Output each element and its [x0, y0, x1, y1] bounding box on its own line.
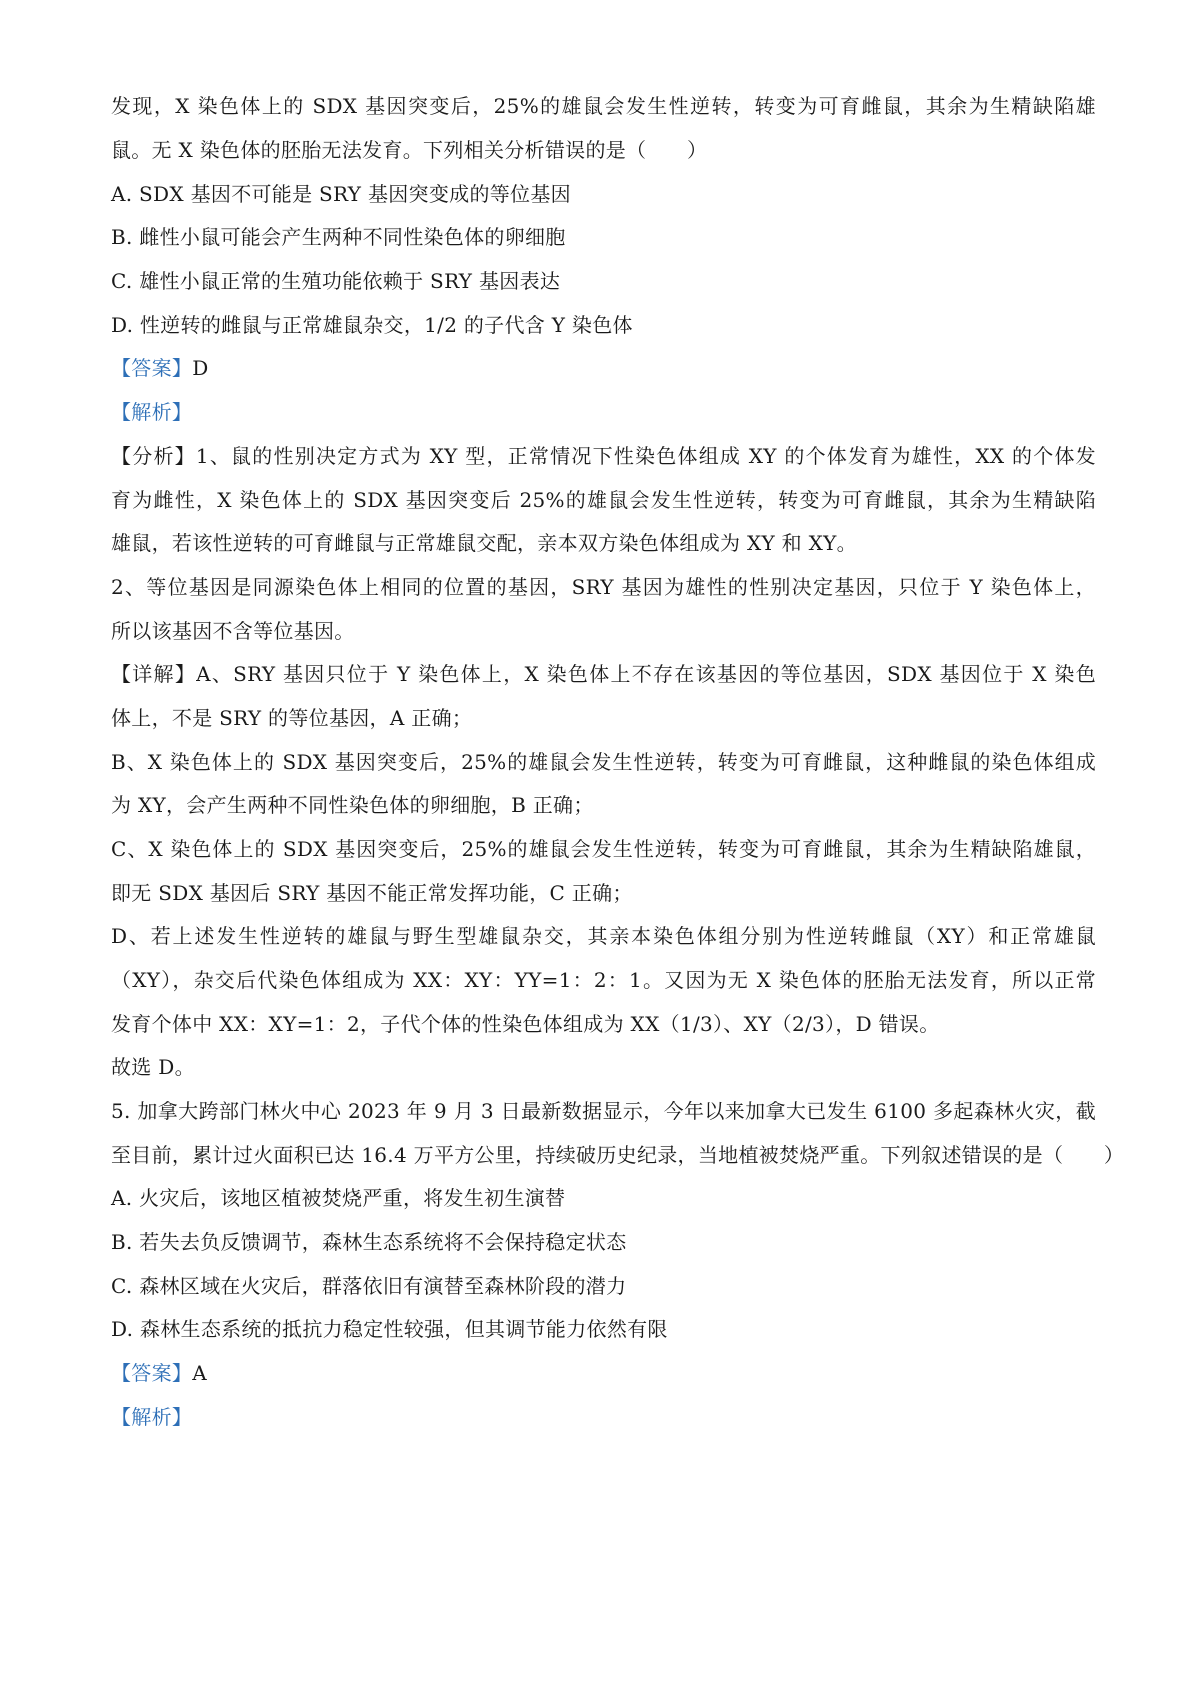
answer-value: A — [192, 1361, 207, 1385]
q4-xiangjie-line-4: 为 XY，会产生两种不同性染色体的卵细胞，B 正确； — [111, 793, 594, 817]
q4-xiangjie-line-3: B、X 染色体上的 SDX 基因突变后，25%的雄鼠会发生性逆转，转变为可育雌鼠，这种雌鼠的染色体组成 — [111, 750, 1096, 774]
q5-option-c: C. 森林区域在火灾后，群落依旧有演替至森林阶段的潜力 — [111, 1274, 627, 1298]
q5-option-d: D. 森林生态系统的抵抗力稳定性较强，但其调节能力依然有限 — [111, 1317, 668, 1341]
q4-answer — [111, 354, 1111, 382]
q4-xiangjie-line-5: C、X 染色体上的 SDX 基因突变后，25%的雄鼠会发生性逆转，转变为可育雌鼠，其余为生精缺陷雄鼠， — [111, 837, 1096, 861]
q4-xiangjie-line-2: 体上，不是 SRY 的等位基因，A 正确； — [111, 706, 473, 730]
q4-fenxi-line-2: 育为雌性，X 染色体上的 SDX 基因突变后 25%的雄鼠会发生性逆转，转变为可育雌鼠，其余为生精缺陷 — [111, 488, 1096, 512]
xiangjie-text: A、SRY 基因只位于 Y 染色体上，X 染色体上不存在该基因的等位基因，SDX 基因位于 X 染色 — [196, 662, 1097, 686]
q4-xiangjie-line-1 — [111, 660, 1096, 688]
q4-xiangjie-line-9: 发育个体中 XX：XY=1：2，子代个体的性染色体组成为 XX（1/3）、XY（2/3），D 错误。 — [111, 1012, 940, 1036]
q4-option-a: A. SDX 基因不可能是 SRY 基因突变成的等位基因 — [111, 182, 571, 206]
q4-option-d: D. 性逆转的雌鼠与正常雄鼠杂交，1/2 的子代含 Y 染色体 — [111, 313, 633, 337]
q5-stem-line-2: 至目前，累计过火面积已达 16.4 万平方公里，持续破历史纪录，当地植被焚烧严重。下列叙述错误的是（ ） — [111, 1143, 1125, 1167]
fenxi-text: 1、鼠的性别决定方式为 XY 型，正常情况下性染色体组成 XY 的个体发育为雄性，XX 的个体发 — [195, 444, 1096, 468]
answer-label: 【答案】 — [111, 356, 193, 380]
q4-analysis-heading — [111, 398, 1111, 426]
q4-fenxi-line-4: 2、等位基因是同源染色体上相同的位置的基因，SRY 基因为雄性的性别决定基因，只位于 Y 染色体上， — [111, 575, 1096, 599]
q5-analysis-heading — [111, 1403, 1111, 1431]
answer-label: 【答案】 — [111, 1361, 193, 1385]
q4-fenxi-line-3: 雄鼠，若该性逆转的可育雌鼠与正常雄鼠交配，亲本双方染色体组成为 XY 和 XY。 — [111, 531, 857, 555]
q5-stem-line-1: 5. 加拿大跨部门林火中心 2023 年 9 月 3 日最新数据显示，今年以来加拿大已发生 6100 多起森林火灾，截 — [111, 1099, 1096, 1123]
q4-xiangjie-line-7: D、若上述发生性逆转的雄鼠与野生型雄鼠杂交，其亲本染色体组分别为性逆转雌鼠（XY）和正常雄鼠 — [111, 924, 1096, 948]
answer-value: D — [192, 356, 209, 380]
q4-xiangjie-line-10: 故选 D。 — [111, 1055, 195, 1079]
q5-answer — [111, 1359, 1111, 1387]
fenxi-label: 【分析】 — [111, 444, 196, 468]
analysis-label: 【解析】 — [111, 400, 193, 424]
q4-option-b: B. 雌性小鼠可能会产生两种不同性染色体的卵细胞 — [111, 225, 566, 249]
q5-option-b: B. 若失去负反馈调节，森林生态系统将不会保持稳定状态 — [111, 1230, 627, 1254]
q5-option-a: A. 火灾后，该地区植被焚烧严重，将发生初生演替 — [111, 1186, 566, 1210]
q4-xiangjie-line-8: （XY），杂交后代染色体组成为 XX：XY：YY=1：2：1。又因为无 X 染色体的胚胎无法发育，所以正常 — [111, 968, 1096, 992]
q4-option-c: C. 雄性小鼠正常的生殖功能依赖于 SRY 基因表达 — [111, 269, 561, 293]
q4-xiangjie-line-6: 即无 SDX 基因后 SRY 基因不能正常发挥功能，C 正确； — [111, 881, 633, 905]
q4-stem-line-1: 发现，X 染色体上的 SDX 基因突变后，25%的雄鼠会发生性逆转，转变为可育雌鼠，其余为生精缺陷雄 — [111, 94, 1096, 118]
q4-fenxi-line-5: 所以该基因不含等位基因。 — [111, 619, 355, 643]
analysis-label: 【解析】 — [111, 1405, 193, 1429]
q4-stem-line-2: 鼠。无 X 染色体的胚胎无法发育。下列相关分析错误的是（ ） — [111, 138, 708, 162]
q4-fenxi-line-1 — [111, 442, 1096, 470]
xiangjie-label: 【详解】 — [111, 662, 197, 686]
